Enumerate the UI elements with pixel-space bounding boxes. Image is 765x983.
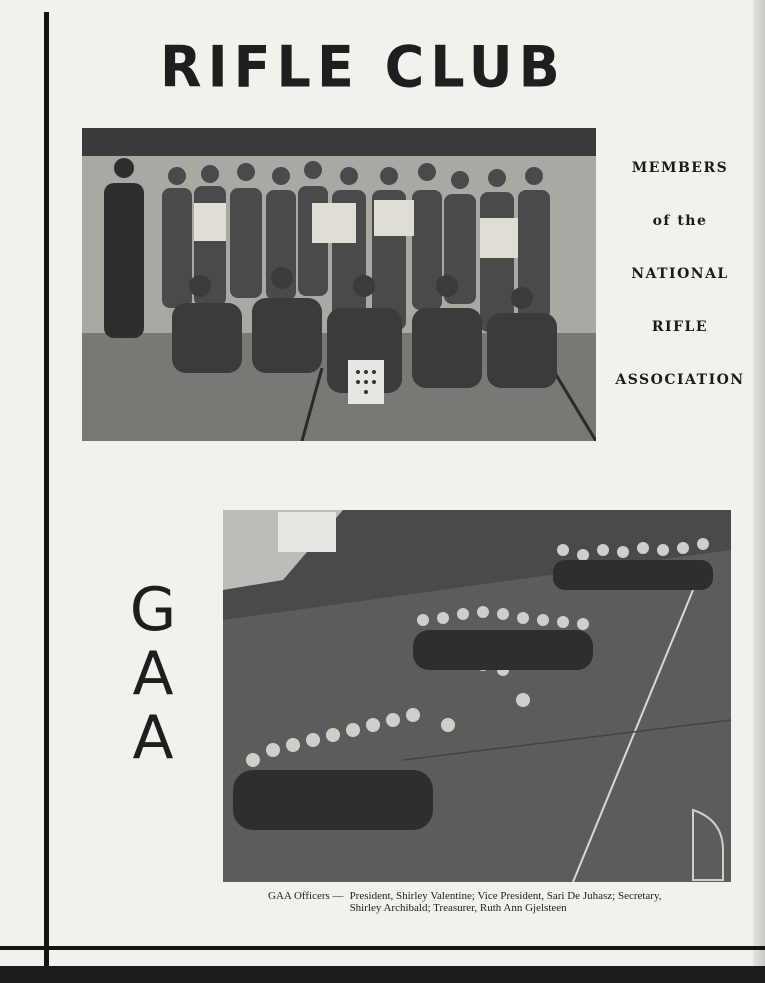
gaa-title (118, 575, 188, 773)
page-edge (753, 0, 765, 983)
horizontal-rule-bottom (0, 966, 765, 983)
members-line-3: NATIONAL (631, 266, 729, 282)
caption-lead: GAA Officers — (268, 890, 344, 902)
members-line-4: RIFLE (651, 319, 709, 335)
caption-body: President, Shirley Valentine; Vice President, Sari De Juhasz; Secretary, Shirley Archibald; Treasurer, Ruth Ann Gjelsteen (349, 890, 662, 914)
gaa-officers-caption (268, 890, 678, 914)
members-line-5: ASSOCIATION (615, 372, 745, 388)
horizontal-rule-top (0, 946, 765, 950)
members-line-2: of the (652, 213, 708, 229)
members-of-nra-text (605, 160, 755, 425)
rifle-club-title: RIFLE CLUB (160, 34, 566, 101)
gaa-letter-g: G (129, 575, 177, 645)
gaa-photo (223, 510, 731, 882)
gaa-letter-a2: A (132, 703, 174, 773)
rifle-club-photo (82, 128, 596, 441)
gaa-letter-a1: A (132, 639, 174, 709)
vertical-rule (44, 12, 49, 970)
members-line-1: MEMBERS (631, 160, 729, 176)
